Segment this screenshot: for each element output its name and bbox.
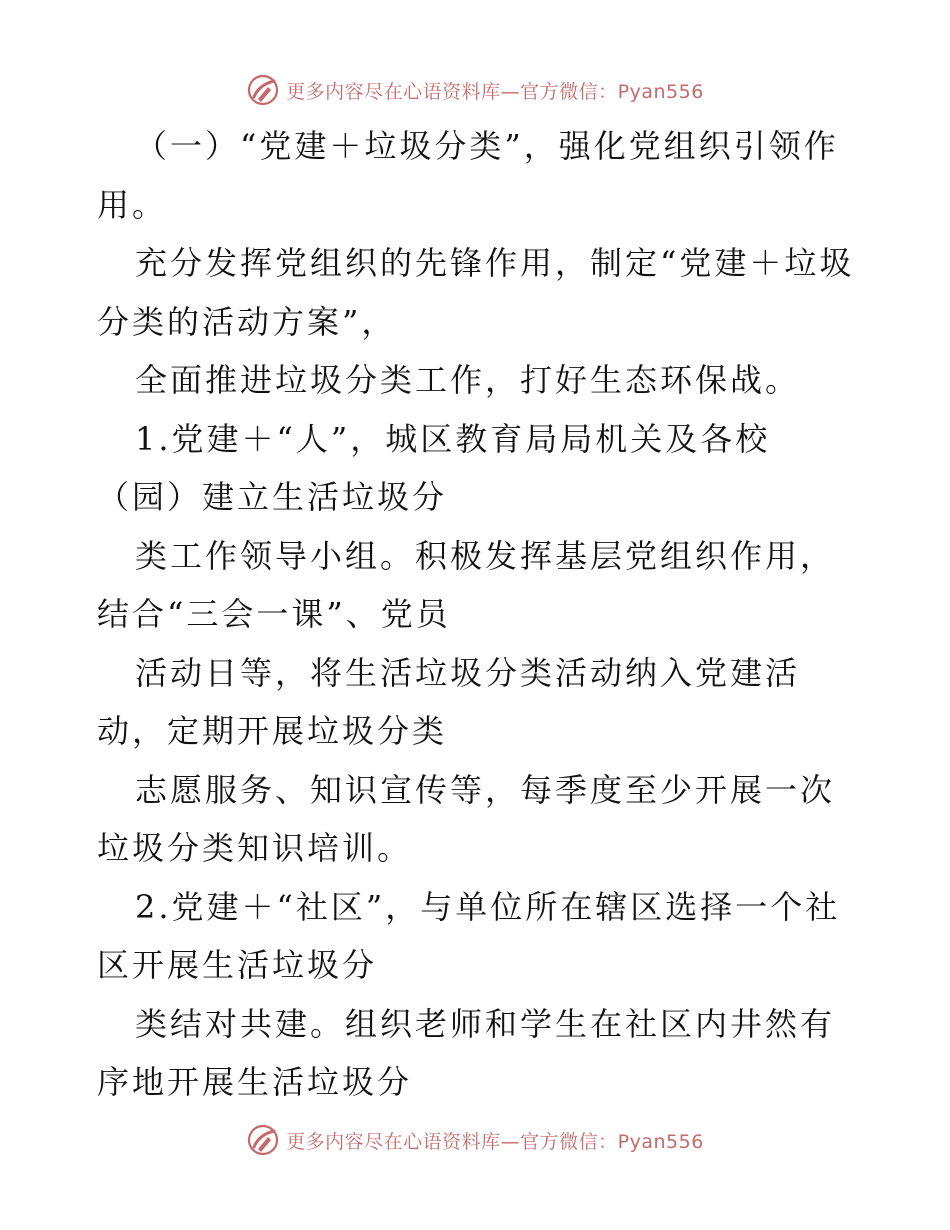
paragraph-2: 充分发挥党组织的先锋作用，制定“党建＋垃圾分类的活动方案”，: [97, 244, 855, 341]
paragraph-9: 2.党建＋“社区”，与单位所在辖区选择一个社区开展生活垃圾分: [97, 887, 841, 984]
paragraph-4: 1.党建＋“人”，城区教育局局机关及各校: [135, 419, 771, 458]
watermark-handle: Pyan556: [617, 80, 704, 103]
paragraph-6: 类工作领导小组。积极发挥基层党组织作用，结合“三会一课”、党员: [97, 536, 836, 633]
document-body: [97, 117, 857, 1112]
pen-logo-icon: [246, 73, 280, 107]
paragraph-5: （园）建立生活垃圾分: [97, 478, 448, 516]
header-watermark: [0, 70, 950, 110]
paragraph-8: 志愿服务、知识宣传等，每季度至少开展一次垃圾分类知识培训。: [97, 770, 836, 867]
paragraph-10: 类结对共建。组织老师和学生在社区内井然有序地开展生活垃圾分: [97, 1004, 836, 1101]
watermark-text: 更多内容尽在心语资料库—官方微信：Pyan556: [286, 80, 704, 103]
watermark-handle: Pyan556: [617, 1130, 704, 1153]
footer-watermark: [0, 1120, 950, 1160]
paragraph-3: 全面推进垃圾分类工作，打好生态环保战。: [135, 361, 801, 399]
watermark-text: 更多内容尽在心语资料库—官方微信：Pyan556: [286, 1130, 704, 1153]
paragraph-7: 活动日等，将生活垃圾分类活动纳入党建活动，定期开展垃圾分类: [97, 653, 801, 750]
pen-logo-icon: [246, 1123, 280, 1157]
paragraph-1: （一）“党建＋垃圾分类”，强化党组织引领作用。: [97, 127, 839, 224]
